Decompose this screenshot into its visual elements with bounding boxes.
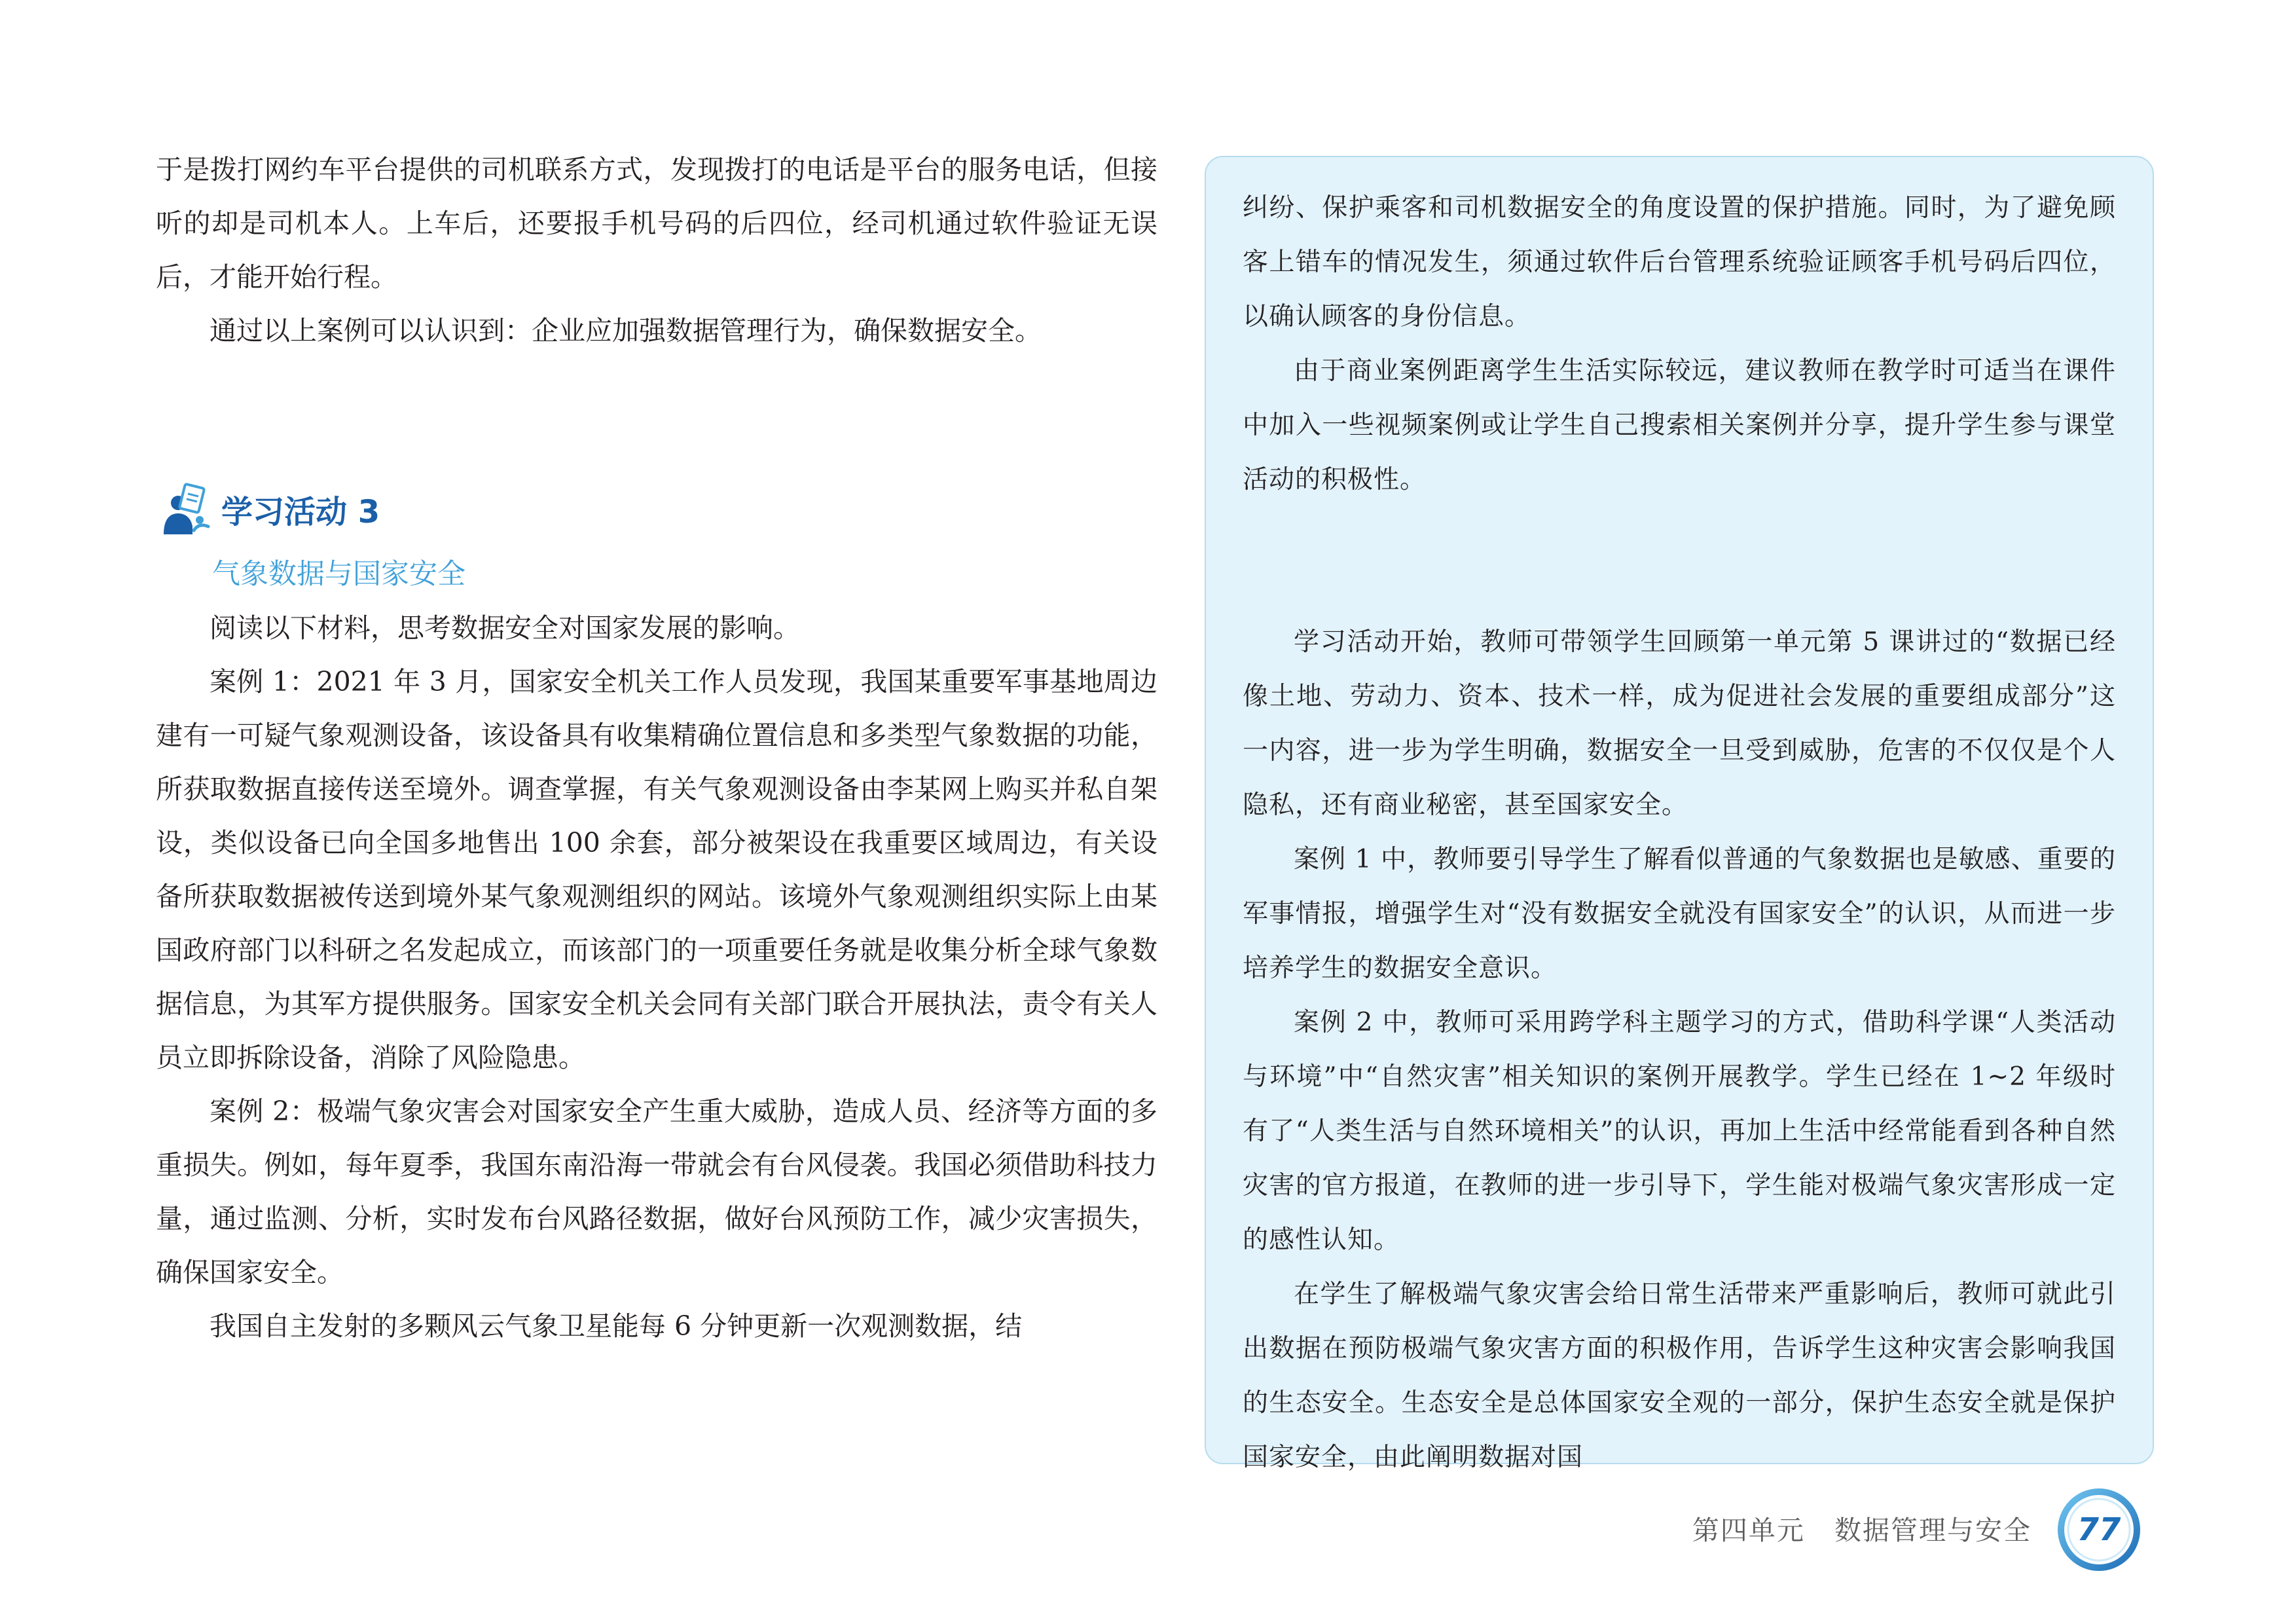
- teacher-notes-panel: [1205, 156, 2154, 1472]
- note-paragraph: 由于商业案例距离学生生活实际较远，建议教师在教学时可适当在课件中加入一些视频案例或让学生自己搜索相关案例并分享，提升学生参与课堂活动的积极性。: [1243, 356, 2116, 494]
- footer-unit: 第四单元: [1692, 1515, 1805, 1546]
- satellite-paragraph: 我国自主发射的多颗风云气象卫星能每 6 分钟更新一次观测数据，结: [210, 1310, 1023, 1342]
- student-reading-icon: [153, 481, 216, 544]
- note-paragraph: 在学生了解极端气象灾害会给日常生活带来严重影响后，教师可就此引出数据在预防极端气象灾害方面的积极作用，告诉学生这种灾害会影响我国的生态安全。生态安全是总体国家安全观的一部分，保护生态安全就是保护国家安全，由此阐明数据对国: [1243, 1280, 2116, 1472]
- note-paragraph: 纠纷、保护乘客和司机数据安全的角度设置的保护措施。同时，为了避免顾客上错车的情况发生，须通过软件后台管理系统验证顾客手机号码后四位，以确认顾客的身份信息。: [1243, 193, 2116, 331]
- intro-conclusion: 通过以上案例可以认识到：企业应加强数据管理行为，确保数据安全。: [210, 315, 1042, 346]
- main-text-column: [156, 143, 1157, 1353]
- footer-title: 数据管理与安全: [1834, 1515, 2032, 1546]
- page-number: 77: [2077, 1511, 2121, 1548]
- case-2-paragraph: 案例 2：极端气象灾害会对国家安全产生重大威胁，造成人员、经济等方面的多重损失。例如，每年夏季，我国东南沿海一带就会有台风侵袭。我国必须借助科技力量，通过监测、分析，实时发布台风路径数据，做好台风预防工作，减少灾害损失，确保国家安全。: [156, 1096, 1157, 1288]
- activity-title: 学习活动 3: [221, 494, 380, 530]
- note-paragraph: 案例 1 中，教师要引导学生了解看似普通的气象数据也是敏感、重要的军事情报，增强学生对“没有数据安全就没有国家安全”的认识，从而进一步培养学生的数据安全意识。: [1243, 845, 2116, 983]
- page-footer: [1692, 1504, 2032, 1557]
- activity-instruction: 阅读以下材料，思考数据安全对国家发展的影响。: [210, 612, 800, 644]
- activity-subtitle: 气象数据与国家安全: [212, 558, 465, 591]
- note-paragraph: 案例 2 中，教师可采用跨学科主题学习的方式，借助科学课“人类活动与环境”中“自然灾害”相关知识的案例开展教学。学生已经在 1~2 年级时有了“人类生活与自然环境相关”的认识，再加上生活中经常能看到各种自然灾害的官方报道，在教师的进一步引导下，学生能对极端气象灾害形成一定的感性认知。: [1243, 1008, 2116, 1255]
- activity-header: [153, 481, 1157, 544]
- case-1-paragraph: 案例 1：2021 年 3 月，国家安全机关工作人员发现，我国某重要军事基地周边建有一可疑气象观测设备，该设备具有收集精确位置信息和多类型气象数据的功能，所获取数据直接传送至境外。调查掌握，有关气象观测设备由李某网上购买并私自架设，类似设备已向全国多地售出 100 余套，部分被架设在我重要区域周边，有关设备所获取数据被传送到境外某气象观测组织的网站。该境外气象观测组织实际上由某国政府部门以科研之名发起成立，而该部门的一项重要任务就是收集分析全球气象数据信息，为其军方提供服务。国家安全机关会同有关部门联合开展执法，责令有关人员立即拆除设备，消除了风险隐患。: [156, 666, 1157, 1073]
- intro-paragraph: 于是拨打网约车平台提供的司机联系方式，发现拨打的电话是平台的服务电话，但接听的却是司机本人。上车后，还要报手机号码的后四位，经司机通过软件验证无误后，才能开始行程。: [156, 154, 1157, 293]
- note-paragraph: 学习活动开始，教师可带领学生回顾第一单元第 5 课讲过的“数据已经像土地、劳动力、资本、技术一样，成为促进社会发展的重要组成部分”这一内容，进一步为学生明确，数据安全一旦受到威胁，危害的不仅仅是个人隐私，还有商业秘密，甚至国家安全。: [1243, 627, 2116, 820]
